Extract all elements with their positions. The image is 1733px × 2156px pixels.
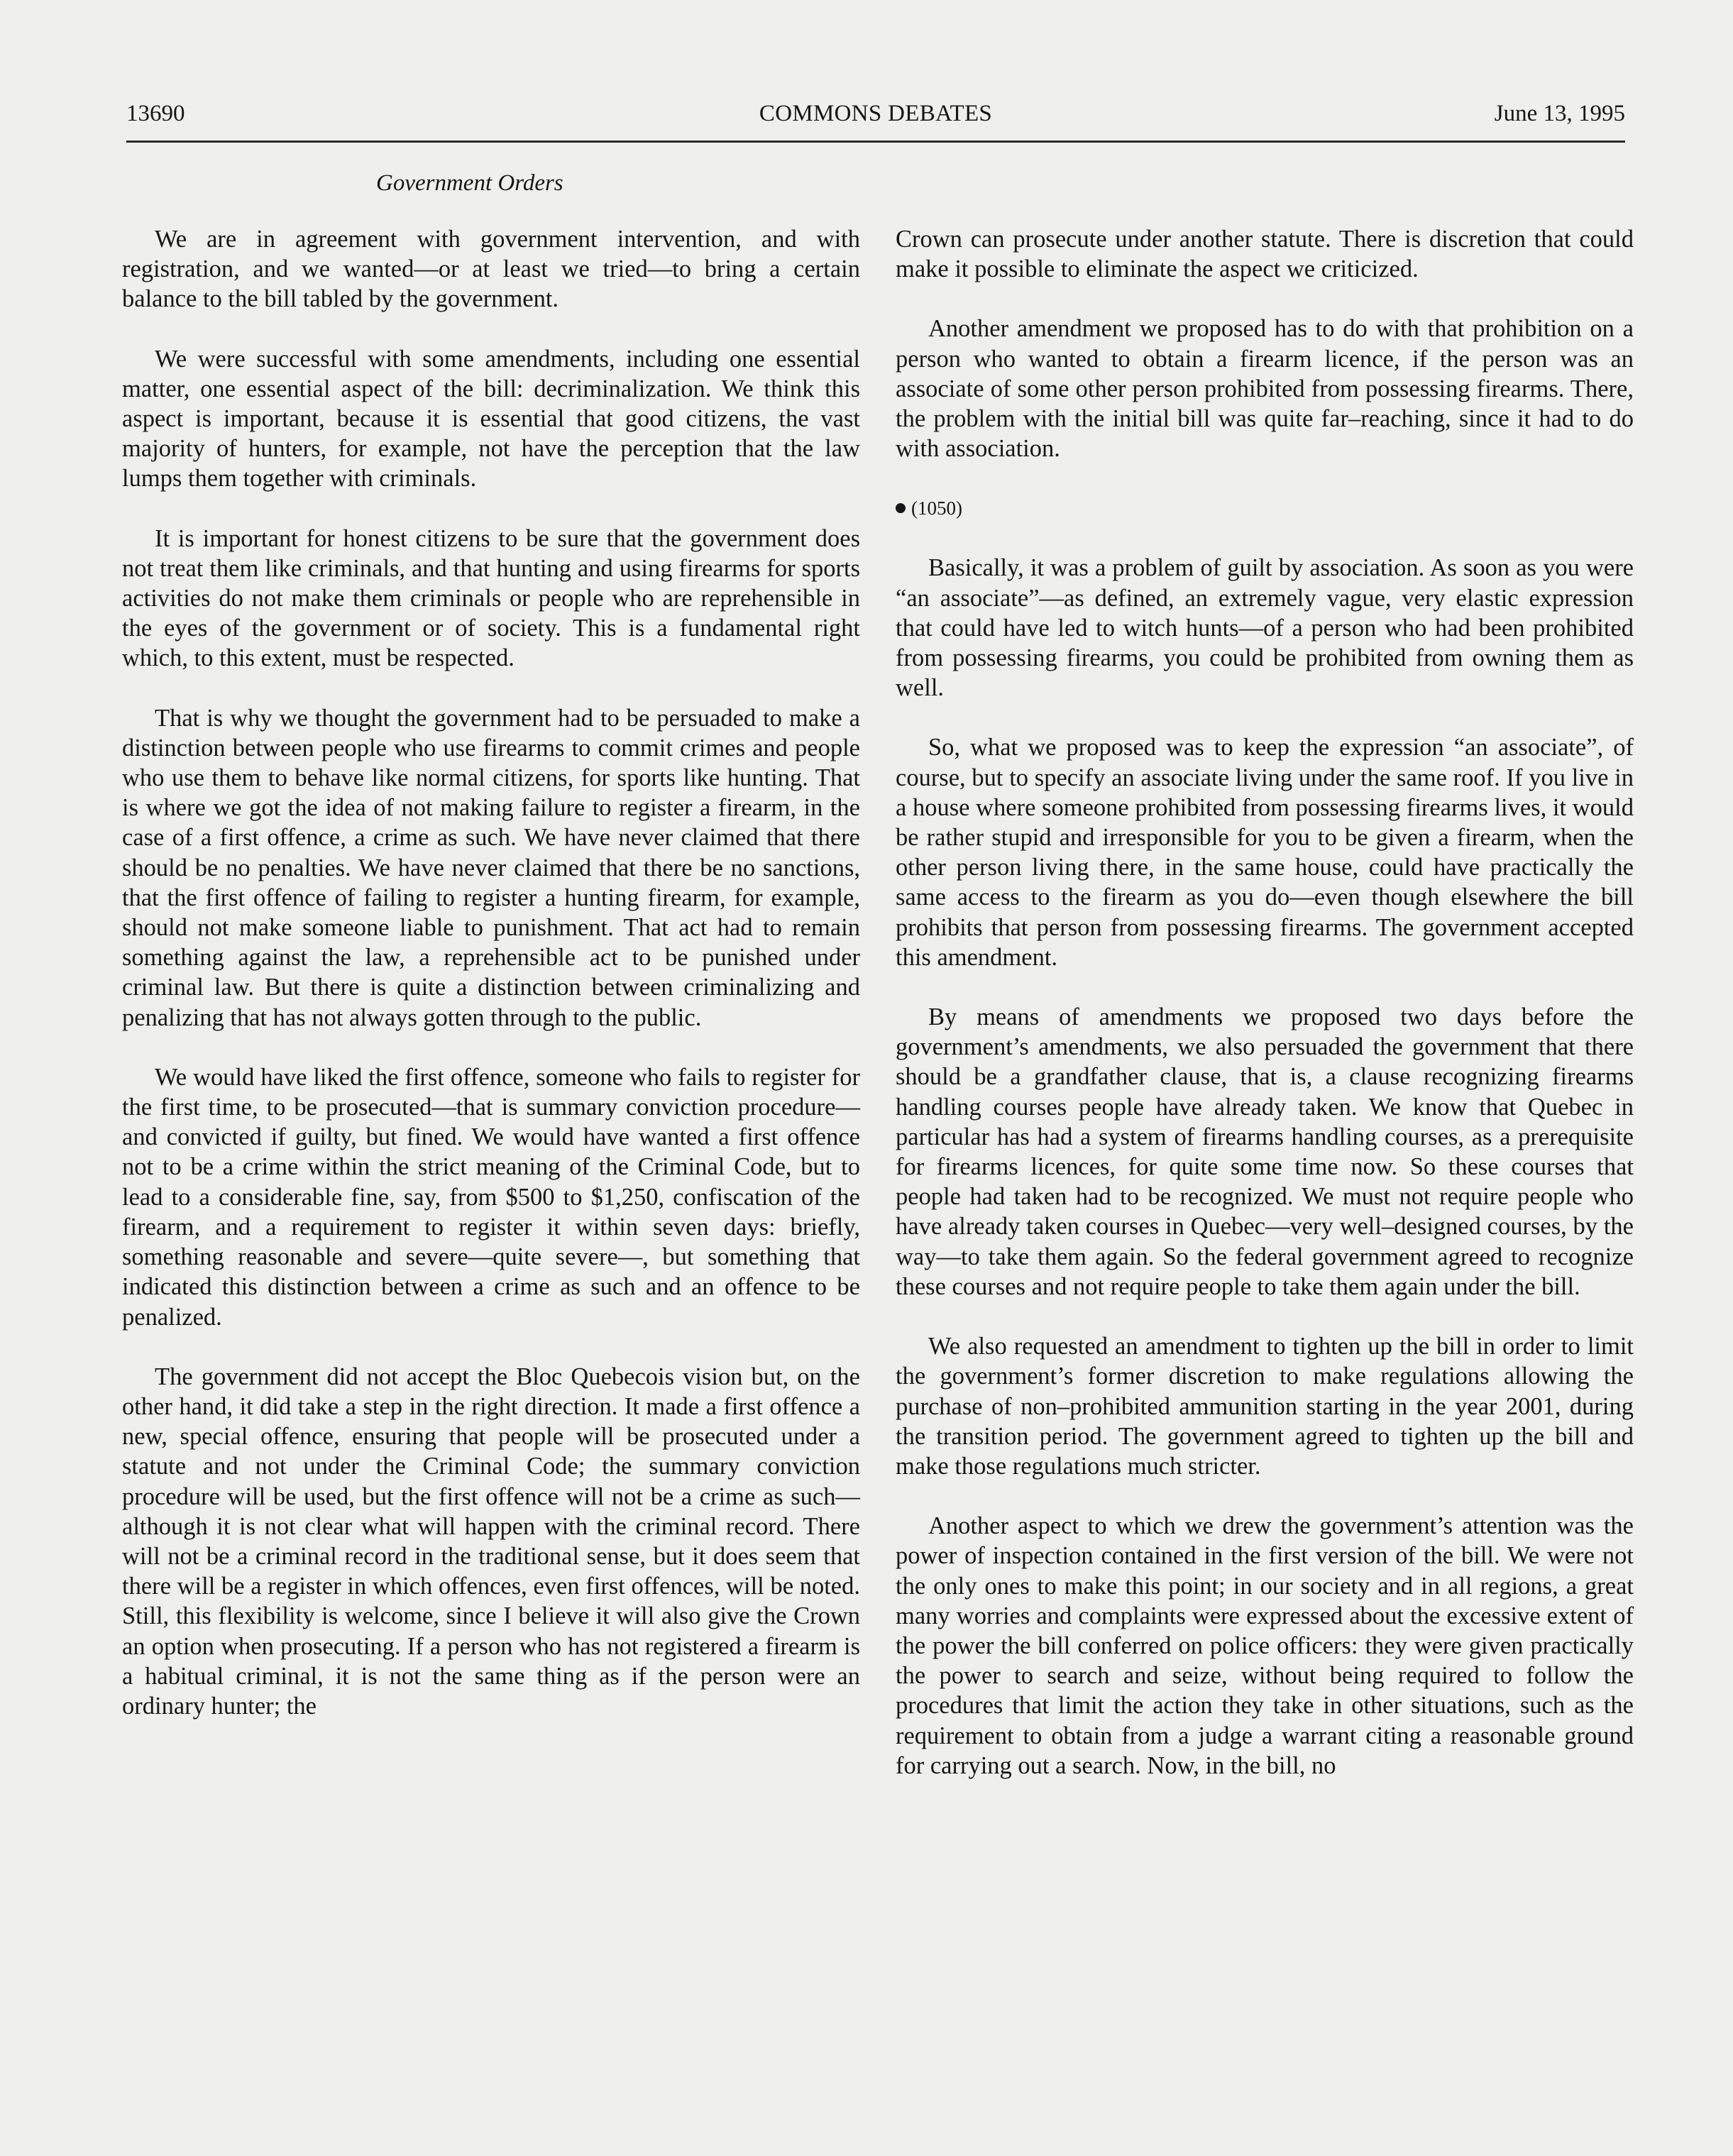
paragraph-continuation: Crown can prosecute under another statute. There is discretion that could make it possible to eliminate the aspect we criticized. (896, 226, 1634, 283)
paragraph: It is important for honest citizens to be sure that the government does not treat them like criminals, and that hunting and using firearms for sports activities do not make them criminals or people who are reprehensible in the eyes of the government or of society. This is a fundamental right which, to this extent, must be respected. (122, 524, 860, 672)
paragraph: That is why we thought the government had to be persuaded to make a distinction between people who use firearms to commit crimes and people who use them to behave like normal citizens, for sports like hunting. That is where we got the idea of not making failure to register a firearm, in the case of a first offence, a crime as such. We have never claimed that there should be no penalties. We have never claimed that there be no sanctions, that the first offence of failing to register a hunting firearm, for example, should not make someone liable to punishment. That act had to remain something against the law, a reprehensible act to be punished under criminal law. But there is quite a distinction between criminalizing and penalizing that has not always gotten through to the public. (122, 704, 860, 1031)
paragraph: By means of amendments we proposed two days before the government’s amendments, we also persuaded the government that there should be a grandfather clause, that is, a clause recognizing firearms handling courses people have already taken. We know that Quebec in particular has had a system of firearms handling courses, as a prerequisite for firearms licences, for quite some time now. So these courses that people had taken had to be recognized. We must not require people who have already taken courses in Quebec—very well–designed courses, by the way—to take them again. So the federal government agreed to recognize these courses and not require people to take them again under the bill. (896, 1003, 1634, 1300)
paragraph: We were successful with some amendments, including one essential matter, one essential aspect of the bill: decriminalization. We think this aspect is important, because it is essential that good citizens, the vast majority of hunters, for example, not have the perception that the law lumps them together with criminals. (122, 345, 860, 493)
paragraph: Another aspect to which we drew the government’s attention was the power of inspection contained in the first version of the bill. We were not the only ones to make this point; in our society and in all regions, a great many worries and complaints were expressed about the excessive extent of the power the bill conferred on police officers: they were given practically the power to search and seize, without being required to follow the procedures that limit the action they take in other situations, such as the requirement to obtain from a judge a warrant citing a reasonable ground for carrying out a search. Now, in the bill, no (896, 1512, 1634, 1779)
paragraph: We would have liked the first offence, someone who fails to register for the first time, to be prosecuted—that is summary conviction procedure—and convicted if guilty, but fined. We would have wanted a first offence not to be a crime within the strict meaning of the Criminal Code, but to lead to a considerable fine, say, from $500 to $1,250, confiscation of the firearm, and a requirement to register it within seven days: briefly, something reasonable and severe—quite severe—, but something that indicated this distinction between a crime as such and an offence to be penalized. (122, 1063, 860, 1331)
issue-date: June 13, 1995 (1494, 101, 1625, 126)
left-column (122, 224, 860, 1751)
paragraph: We also requested an amendment to tighten up the bill in order to limit the government’s former discretion to make regulations allowing the purchase of non–prohibited ammunition starting in the year 2001, during the transition period. The government agreed to tighten up the bill and make those regulations much stricter. (896, 1333, 1634, 1480)
page-number: 13690 (126, 101, 185, 126)
time-marker (896, 493, 1634, 523)
paragraph: So, what we proposed was to keep the expression “an associate”, of course, but to specify an associate living under the same roof. If you live in a house where someone prohibited from possessing firearms lives, it would be rather stupid and irresponsible for you to be given a firearm, when the other person living there, in the same house, could have practically the same access to the firearm as you do—even though elsewhere the bill prohibits that person from possessing firearms. The government accepted this amendment. (896, 734, 1634, 971)
header-rule (126, 141, 1625, 143)
paragraph: Basically, it was a problem of guilt by association. As soon as you were “an associate”—as defined, an extremely vague, very elastic expression that could have led to witch hunts—of a person who had been prohibited from possessing firearms, you could be prohibited from owning them as well. (896, 554, 1634, 702)
publication-title: COMMONS DEBATES (759, 101, 993, 126)
page-header (126, 101, 1625, 138)
right-column (896, 224, 1634, 1810)
bullet-icon (896, 503, 906, 513)
section-heading: Government Orders (376, 170, 563, 196)
paragraph: Another amendment we proposed has to do with that prohibition on a person who wanted to obtain a firearm licence, if the person was an associate of some other person prohibited from possessing firearms. There, the problem with the initial bill was quite far–reaching, since it had to do with association. (896, 315, 1634, 463)
time-marker-text: (1050) (911, 497, 962, 519)
paragraph: The government did not accept the Bloc Quebecois vision but, on the other hand, it did take a step in the right direction. It made a first offence a new, special offence, ensuring that people will be prosecuted under a statute and not under the Criminal Code; the summary conviction procedure will be used, but the first offence will not be a crime as such—although it is not clear what will happen with the criminal record. There will not be a criminal record in the traditional sense, but it does seem that there will be a register in which offences, even first offences, will be noted. Still, this flexibility is welcome, since I believe it will also give the Crown an option when prosecuting. If a person who has not registered a firearm is a habitual criminal, it is not the same thing as if the person were an ordinary hunter; the (122, 1363, 860, 1720)
paragraph: We are in agreement with government intervention, and with registration, and we wanted—or at least we tried—to bring a certain balance to the bill tabled by the government. (122, 226, 860, 313)
